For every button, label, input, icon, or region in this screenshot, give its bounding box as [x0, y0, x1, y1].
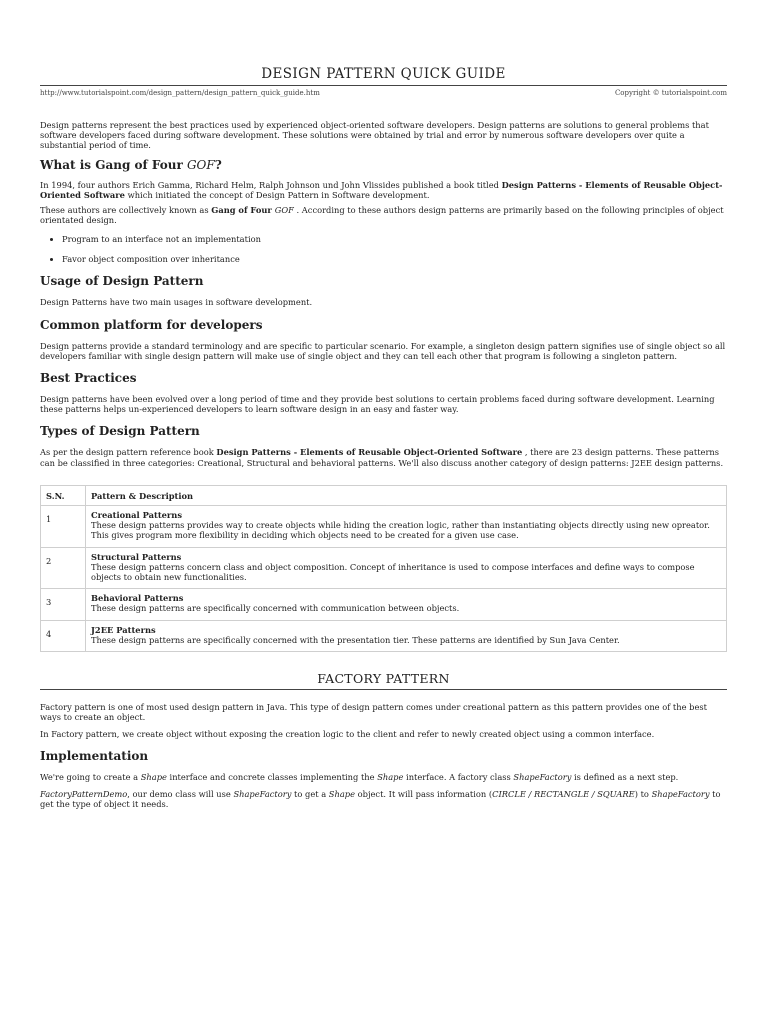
row-description [86, 547, 727, 589]
page-title: DESIGN PATTERN QUICK GUIDE [261, 66, 506, 82]
list-item: • Favor object composition over inheritance [62, 254, 727, 264]
best-practices-paragraph: Design patterns have been evolved over a long period of time and they provide best solutions to certain problems faced during software development. Learning these patterns helps un-experienced developers to learn software design in an easy and faster way. [40, 394, 715, 415]
implementation-paragraph-2: FactoryPatternDemo, our demo class will use ShapeFactory to get a Shape object. It will pass information (CIRCLE / RECTANGLE / SQUARE) to ShapeFactory to get the type of object it needs. [40, 788, 721, 810]
pattern-text: These design patterns are specifically concerned with the presentation tier. These patterns are identified by Sun Java Center. [91, 634, 620, 645]
pattern-title: Structural Patterns [91, 551, 182, 562]
pattern-types-table [40, 485, 727, 652]
copyright-notice: Copyright © tutorialspoint.com [614, 89, 727, 97]
source-line [40, 89, 727, 98]
gof-paragraph-1: In 1994, four authors Erich Gamma, Richard Helm, Ralph Johnson und John Vlissides published a book titled Design Patterns - Elements of Reusable Object-Oriented Software which initiated the concept of Design Pattern in Software development. [40, 179, 723, 200]
table-header-row [41, 485, 727, 505]
row-number: 1 [41, 506, 86, 548]
types-heading: Types of Design Pattern [40, 424, 200, 439]
document-page [40, 0, 727, 809]
usage-heading: Usage of Design Pattern [40, 274, 204, 289]
list-item: • Program to an interface not an implementation [62, 234, 727, 244]
factory-paragraph-2: In Factory pattern, we create object without exposing the creation logic to the client and refer to newly created object using a common interface. [40, 729, 655, 740]
platform-heading: Common platform for developers [40, 317, 263, 332]
row-number: 3 [41, 589, 86, 620]
title-rule [40, 85, 727, 86]
row-number: 2 [41, 547, 86, 589]
column-header-sn: S.N. [41, 485, 86, 505]
table-row [41, 589, 727, 620]
pattern-text: These design patterns provides way to create objects while hiding the creation logic, rather than instantiating objects directly using new opreator. This gives program more flexibility in deciding which objects need to be created for a given use case. [91, 520, 710, 541]
factory-paragraph-1: Factory pattern is one of most used design pattern in Java. This type of design pattern comes under creational pattern as this pattern provides one of the best ways to create an object. [40, 702, 707, 723]
gof-paragraph-2: These authors are collectively known as Gang of Four GOF . According to these authors design patterns are primarily based on the following principles of object orientated design. [40, 205, 724, 226]
factory-title-rule [40, 689, 727, 690]
row-number: 4 [41, 620, 86, 651]
intro-paragraph: Design patterns represent the best practices used by experienced object-oriented software developers. Design patterns are solutions to general problems that software developers faced during software development. These solutions were obtained by trial and error by numerous software developers over quite a substantial period of time. [40, 120, 709, 151]
pattern-title: J2EE Patterns [91, 624, 156, 635]
table-row [41, 547, 727, 589]
usage-paragraph: Design Patterns have two main usages in software development. [40, 297, 313, 308]
source-url[interactable]: http://www.tutorialspoint.com/design_pattern/design_pattern_quick_guide.htm [40, 89, 320, 97]
pattern-text: These design patterns are specifically concerned with communication between objects. [91, 603, 460, 614]
pattern-text: These design patterns concern class and object composition. Concept of inheritance is used to compose interfaces and define ways to compose objects to obtain new functionalities. [91, 561, 695, 583]
implementation-paragraph-1: We're going to create a Shape interface and concrete classes implementing the Shape interface. A factory class ShapeFactory is defined as a next step. [40, 771, 679, 782]
gof-heading: What is Gang of Four GOF? [40, 157, 222, 172]
pattern-title: Behavioral Patterns [91, 593, 184, 604]
row-description [86, 620, 727, 651]
implementation-heading: Implementation [40, 748, 149, 763]
column-header-description: Pattern & Description [86, 485, 727, 505]
factory-section-title: FACTORY PATTERN [317, 671, 450, 687]
types-paragraph: As per the design pattern reference book Design Patterns - Elements of Reusable Object-Oriented Software , there are 23 design patterns. These patterns can be classified in three categories: Creational, Structural and behavioral patterns. We'll also discuss another category of design patterns: J2EE design patterns. [40, 447, 724, 468]
pattern-title: Creational Patterns [91, 510, 183, 521]
table-row [41, 620, 727, 651]
row-description [86, 506, 727, 548]
best-practices-heading: Best Practices [40, 371, 137, 386]
table-row [41, 506, 727, 548]
principles-list [40, 234, 727, 264]
row-description [86, 589, 727, 620]
platform-paragraph: Design patterns provide a standard terminology and are specific to particular scenario. For example, a singleton design pattern signifies use of single object so all developers familiar with single design pattern will make use of single object and they can tell each other that program is following a singleton pattern. [40, 340, 726, 361]
